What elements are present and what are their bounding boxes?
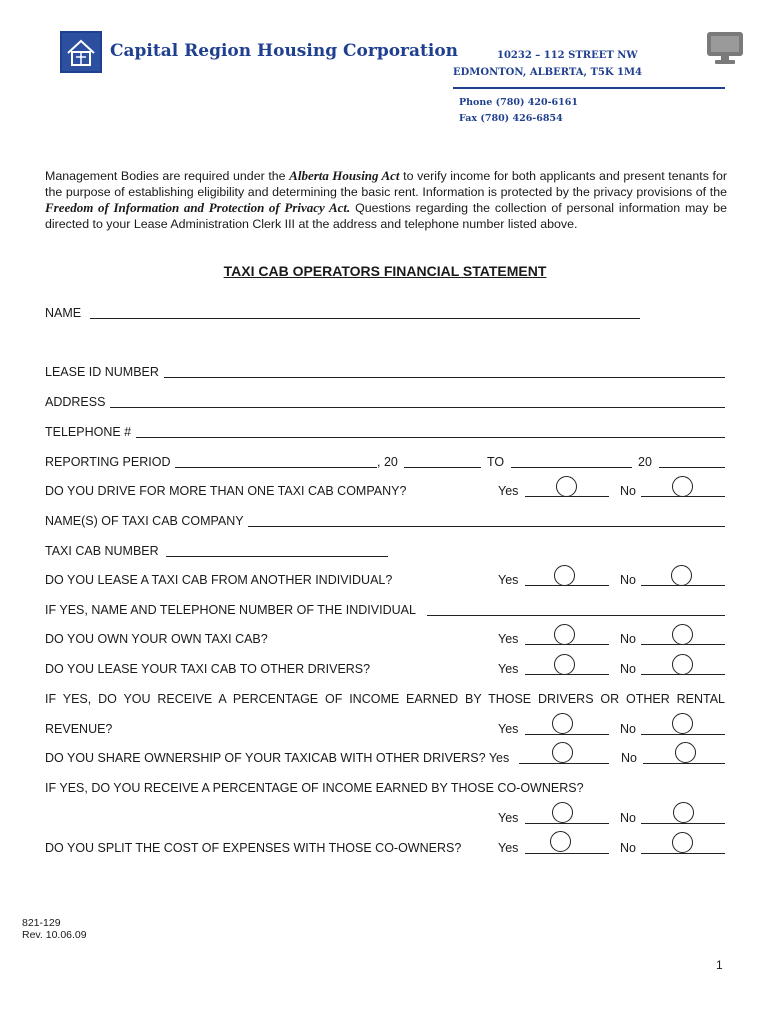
no-label: No [620,811,636,825]
year-prefix-2: 20 [638,455,652,469]
yes-radio-own[interactable] [554,624,575,645]
telephone-field[interactable] [136,437,725,438]
reporting-period-from-field[interactable] [175,467,377,468]
no-radio-revenue[interactable] [672,713,693,734]
no-label: No [620,484,636,498]
yes-label: Yes [498,811,519,825]
no-radio-split[interactable] [672,832,693,853]
yes-label: Yes [498,722,519,736]
name-field[interactable] [90,318,640,319]
no-radio-percentage-coowners[interactable] [673,802,694,823]
lease-id-label: LEASE ID NUMBER [45,365,159,379]
no-line [641,823,725,824]
taxi-cab-number-label: TAXI CAB NUMBER [45,544,159,558]
question-split-expenses: DO YOU SPLIT THE COST OF EXPENSES WITH THOSE CO-OWNERS? [45,841,462,855]
no-line [641,734,725,735]
house-logo-icon [62,33,100,71]
no-line [641,853,725,854]
fax-number: Fax (780) 426-6854 [459,113,563,124]
phone-number: Phone (780) 420-6161 [459,97,578,108]
taxi-cab-number-field[interactable] [166,556,388,557]
yes-radio-share[interactable] [552,742,573,763]
no-radio-lease-from[interactable] [671,565,692,586]
individual-name-phone-label: IF YES, NAME AND TELEPHONE NUMBER OF THE INDIVIDUAL [45,603,416,617]
lease-id-field[interactable] [164,377,725,378]
form-number: 821-129 [22,917,61,929]
organization-name: Capital Region Housing Corporation [110,41,459,61]
yes-line [525,734,609,735]
reporting-year-from-field[interactable] [404,467,481,468]
yes-label: Yes [498,662,519,676]
address-label: ADDRESS [45,395,106,409]
question-lease-from-individual: DO YOU LEASE A TAXI CAB FROM ANOTHER INDIVIDUAL? [45,573,393,587]
page-number: 1 [716,958,723,972]
yes-line [519,763,609,764]
address-line-2: EDMONTON, ALBERTA, T5K 1M4 [453,67,643,78]
header-rule [453,87,725,89]
yes-line [525,853,609,854]
no-radio-share[interactable] [675,742,696,763]
yes-radio-split[interactable] [550,831,571,852]
yes-radio-more-than-one[interactable] [556,476,577,497]
yes-label: Yes [498,841,519,855]
no-label: No [621,751,637,765]
address-line-1: 10232 – 112 STREET NW [497,50,638,61]
individual-name-phone-field[interactable] [427,615,725,616]
yes-radio-lease-to[interactable] [554,654,575,675]
yes-line [525,823,609,824]
logo [60,31,102,73]
revision-date: Rev. 10.06.09 [22,929,87,941]
no-radio-lease-to[interactable] [672,654,693,675]
reporting-period-label: REPORTING PERIOD [45,455,171,469]
no-label: No [620,632,636,646]
yes-label: Yes [498,632,519,646]
monitor-icon[interactable] [705,30,745,66]
to-label: TO [487,455,505,469]
no-radio-own[interactable] [672,624,693,645]
name-label: NAME [45,306,82,320]
company-names-field[interactable] [248,526,725,527]
reporting-period-to-field[interactable] [511,467,632,468]
reporting-year-to-field[interactable] [659,467,725,468]
no-line [643,763,725,764]
question-share-ownership: DO YOU SHARE OWNERSHIP OF YOUR TAXICAB WITH OTHER DRIVERS? Yes [45,751,510,765]
question-more-than-one-company: DO YOU DRIVE FOR MORE THAN ONE TAXI CAB COMPANY? [45,484,407,498]
question-own-taxi-cab: DO YOU OWN YOUR OWN TAXI CAB? [45,632,268,646]
no-label: No [620,841,636,855]
year-prefix-1: , 20 [377,455,398,469]
yes-label: Yes [498,484,519,498]
yes-radio-lease-from[interactable] [554,565,575,586]
no-label: No [620,573,636,587]
no-label: No [620,662,636,676]
privacy-notice: Management Bodies are required under the Alberta Housing Act to verify income for both applicants and present tenants for the purpose of establishing eligibility and determining the basic rent. Information is protected by the privacy provisions of the Freedom of Information and Protection of Privacy Act. Questions regarding the collection of personal information may be directed to your Lease Administration Clerk III at the address and telephone number listed above. [45,168,727,231]
form-title: TAXI CAB OPERATORS FINANCIAL STATEMENT [223,263,547,279]
telephone-label: TELEPHONE # [45,425,132,439]
address-field[interactable] [110,407,725,408]
no-label: No [620,722,636,736]
no-radio-more-than-one[interactable] [672,476,693,497]
question-lease-to-drivers: DO YOU LEASE YOUR TAXI CAB TO OTHER DRIVERS? [45,662,371,676]
yes-label: Yes [498,573,519,587]
question-percentage-drivers: IF YES, DO YOU RECEIVE A PERCENTAGE OF INCOME EARNED BY THOSE DRIVERS OR OTHER RENTAL [45,692,725,706]
revenue-label: REVENUE? [45,722,113,736]
company-names-label: NAME(S) OF TAXI CAB COMPANY [45,514,244,528]
question-percentage-coowners: IF YES, DO YOU RECEIVE A PERCENTAGE OF INCOME EARNED BY THOSE CO-OWNERS? [45,781,584,795]
yes-radio-revenue[interactable] [552,713,573,734]
yes-radio-percentage-coowners[interactable] [552,802,573,823]
